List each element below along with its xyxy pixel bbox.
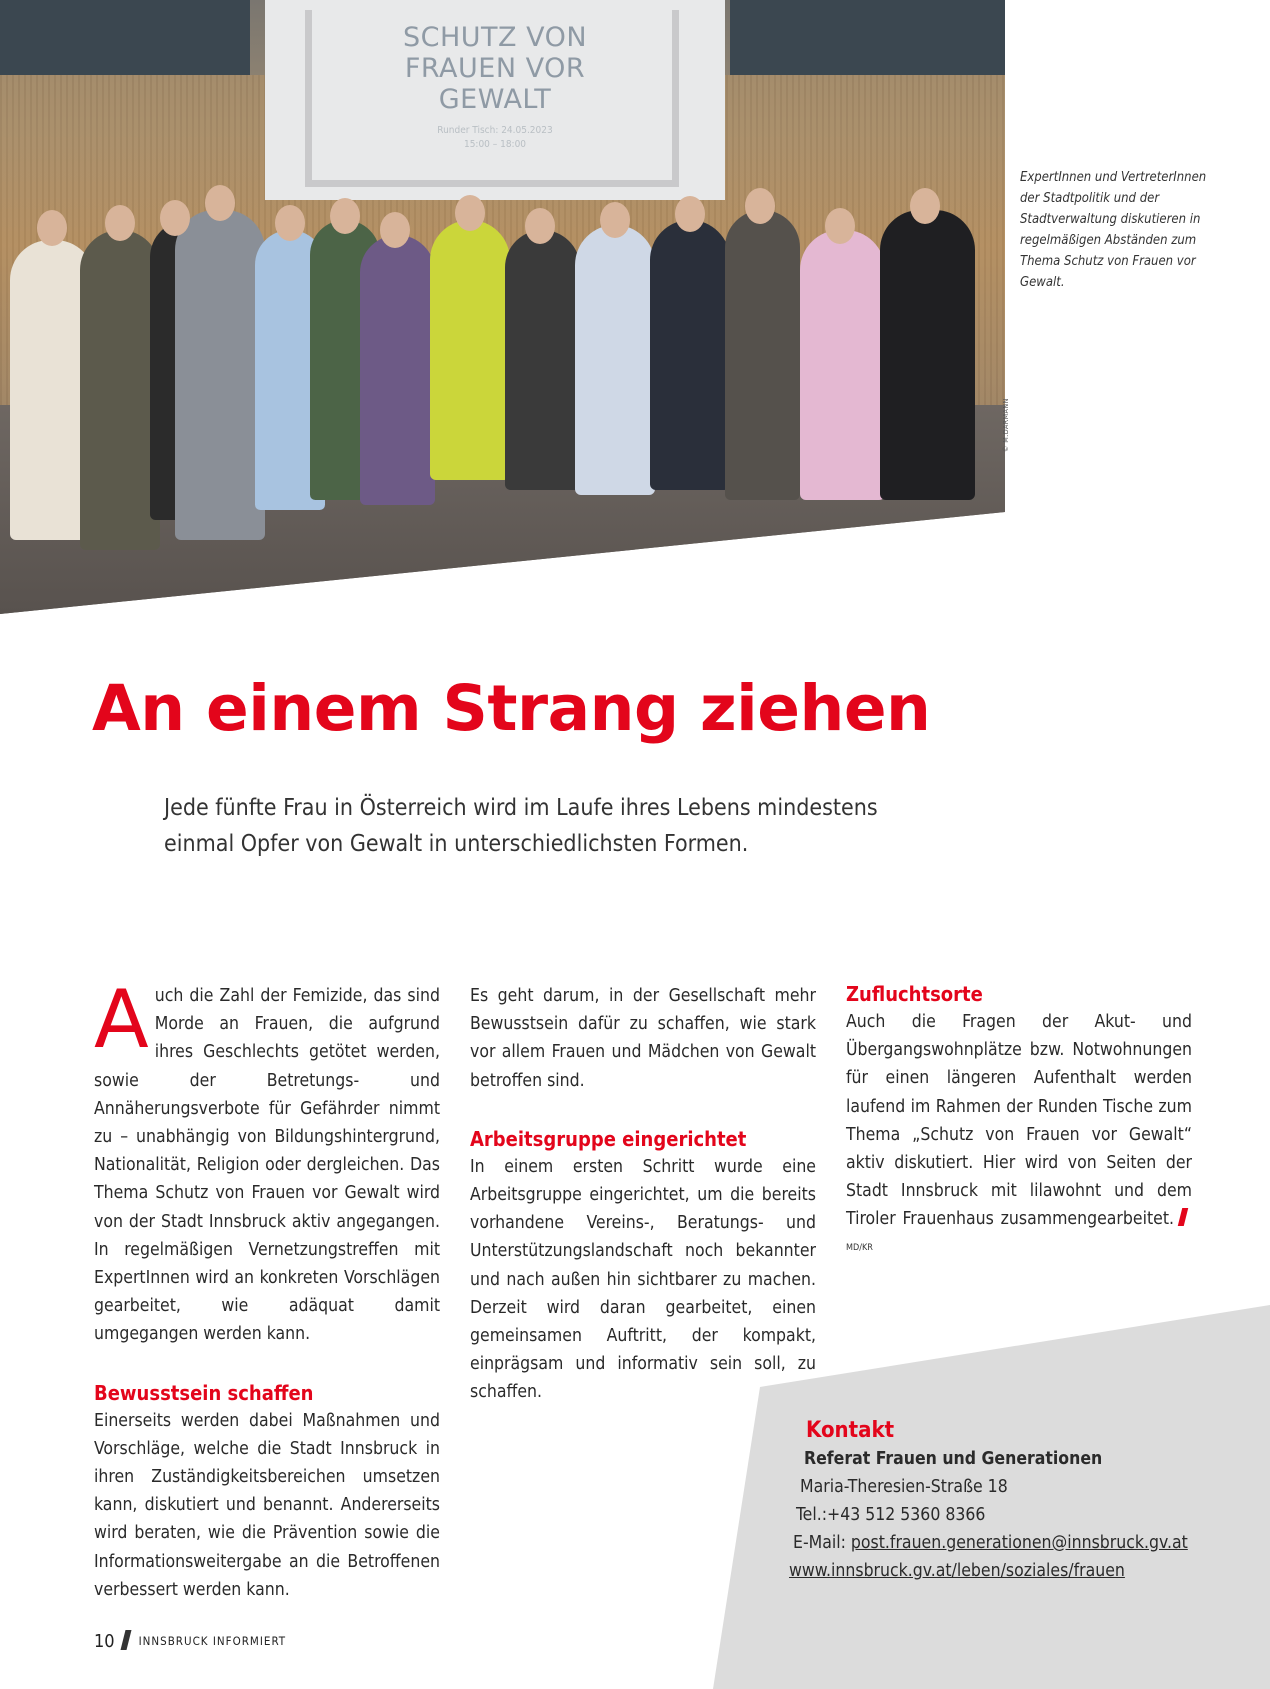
paragraph: Einerseits werden dabei Maßnahmen und Vorschläge, welche die Stadt Innsbruck in ihren Zuständigkeitsbereichen umsetzen kann, diskutiert und benannt. Andererseits wird beraten, wie die Prävention sowie die Informationsweitergabe an die Betroffenen verbessert werden kann.: [94, 1410, 440, 1600]
page-footer: [94, 1630, 286, 1652]
column-3: [846, 980, 1192, 1266]
photo-credit: © M.DARMANN: [1002, 398, 1010, 452]
contact-block: [789, 1417, 1201, 1585]
contact-phone: Tel.:+43 512 5360 8366: [796, 1505, 986, 1525]
email-link[interactable]: post.frauen.generationen@innsbruck.gv.at: [850, 1533, 1188, 1553]
subheading: Arbeitsgruppe eingerichtet: [470, 1126, 747, 1151]
window: [730, 0, 1005, 75]
paragraph-text: uch die Zahl der Femizide, das sind Morde an Frauen, die aufgrund ihres Geschlechts getötet werden, sowie der Betretungs- und Annäherungsverbote für Gefährder nimmt zu – unabhängig von Bildungshintergrund, Nationalität, Religion oder dergleichen. Das Thema Schutz von Frauen vor Gewalt wird von der Stadt Innsbruck aktiv angegangen. In regelmäßigen Vernetzungstreffen mit ExpertInnen wird an konkreten Vorschlägen gearbeitet, wie adäquat damit umgegangen werden kann.: [94, 986, 440, 1345]
drop-cap: A: [94, 973, 149, 1066]
screen-title: SCHUTZ VON FRAUEN VOR GEWALT: [402, 22, 588, 115]
headline: An einem Strang ziehen: [92, 672, 931, 745]
paragraph: [94, 973, 440, 1349]
contact-email-line: [793, 1529, 1188, 1557]
contact-address: Maria-Theresien-Straße 18: [800, 1477, 1008, 1497]
contact-web-line: [789, 1557, 1184, 1585]
screen-subtitle: Runder Tisch: 24.05.2023 15:00 – 18:00: [437, 125, 553, 150]
end-mark-icon: [1178, 1208, 1188, 1226]
photo-caption: ExpertInnen und VertreterInnen der Stadtpolitik und der Stadtverwaltung diskutieren in regelmäßigen Abständen zum Thema Schutz von Frauen vor Gewalt.: [1020, 170, 1207, 290]
crowd: [0, 190, 1005, 610]
email-label: E-Mail:: [793, 1533, 851, 1553]
footer-slash-icon: [120, 1630, 131, 1650]
contact-title: Kontakt: [806, 1418, 895, 1443]
column-1: [94, 973, 440, 1604]
window: [0, 0, 250, 75]
paragraph: [846, 1008, 1192, 1266]
website-link[interactable]: www.innsbruck.gv.at/leben/soziales/frauen: [789, 1561, 1125, 1581]
subheading: Zufluchtsorte: [846, 982, 983, 1006]
contact-organization: Referat Frauen und Generationen: [804, 1449, 1103, 1469]
paragraph: In einem ersten Schritt wurde eine Arbeitsgruppe eingerichtet, um die bereits vorhandene Vereins-, Beratungs- und Unterstützungslandschaft noch bekannter und nach außen hin sichtbarer zu machen. Derzeit wird daran gearbeitet, einen gemeinsamen Auftritt, der kompakt, einprägsam und informativ sein soll, zu schaffen.: [470, 1156, 816, 1403]
paragraph: Es geht darum, in der Gesellschaft mehr Bewusstsein dafür zu schaffen, wie stark vor allem Frauen und Mädchen von Gewalt betroffen sind.: [470, 986, 816, 1091]
paragraph-text: Auch die Fragen der Akut- und Übergangswohnplätze bzw. Notwohnungen für einen längeren Aufenthalt werden laufend im Rahmen der Runden Tische zum Thema „Schutz von Frauen vor Gewalt“ aktiv diskutiert. Hier wird von Seiten der Stadt Innsbruck mit lilawohnt und dem Tiroler Frauenhaus zusammengearbeitet.: [846, 1012, 1192, 1230]
publication-name: INNSBRUCK INFORMIERT: [138, 1634, 287, 1648]
author-signoff: MD/KR: [846, 1242, 873, 1253]
subheading: Bewusstsein schaffen: [94, 1380, 314, 1405]
lead-paragraph: Jede fünfte Frau in Österreich wird im Laufe ihres Lebens mindestens einmal Opfer von Gewalt in unterschiedlichsten Formen.: [164, 795, 878, 857]
column-2: [470, 982, 816, 1407]
page-number: 10: [94, 1631, 115, 1652]
